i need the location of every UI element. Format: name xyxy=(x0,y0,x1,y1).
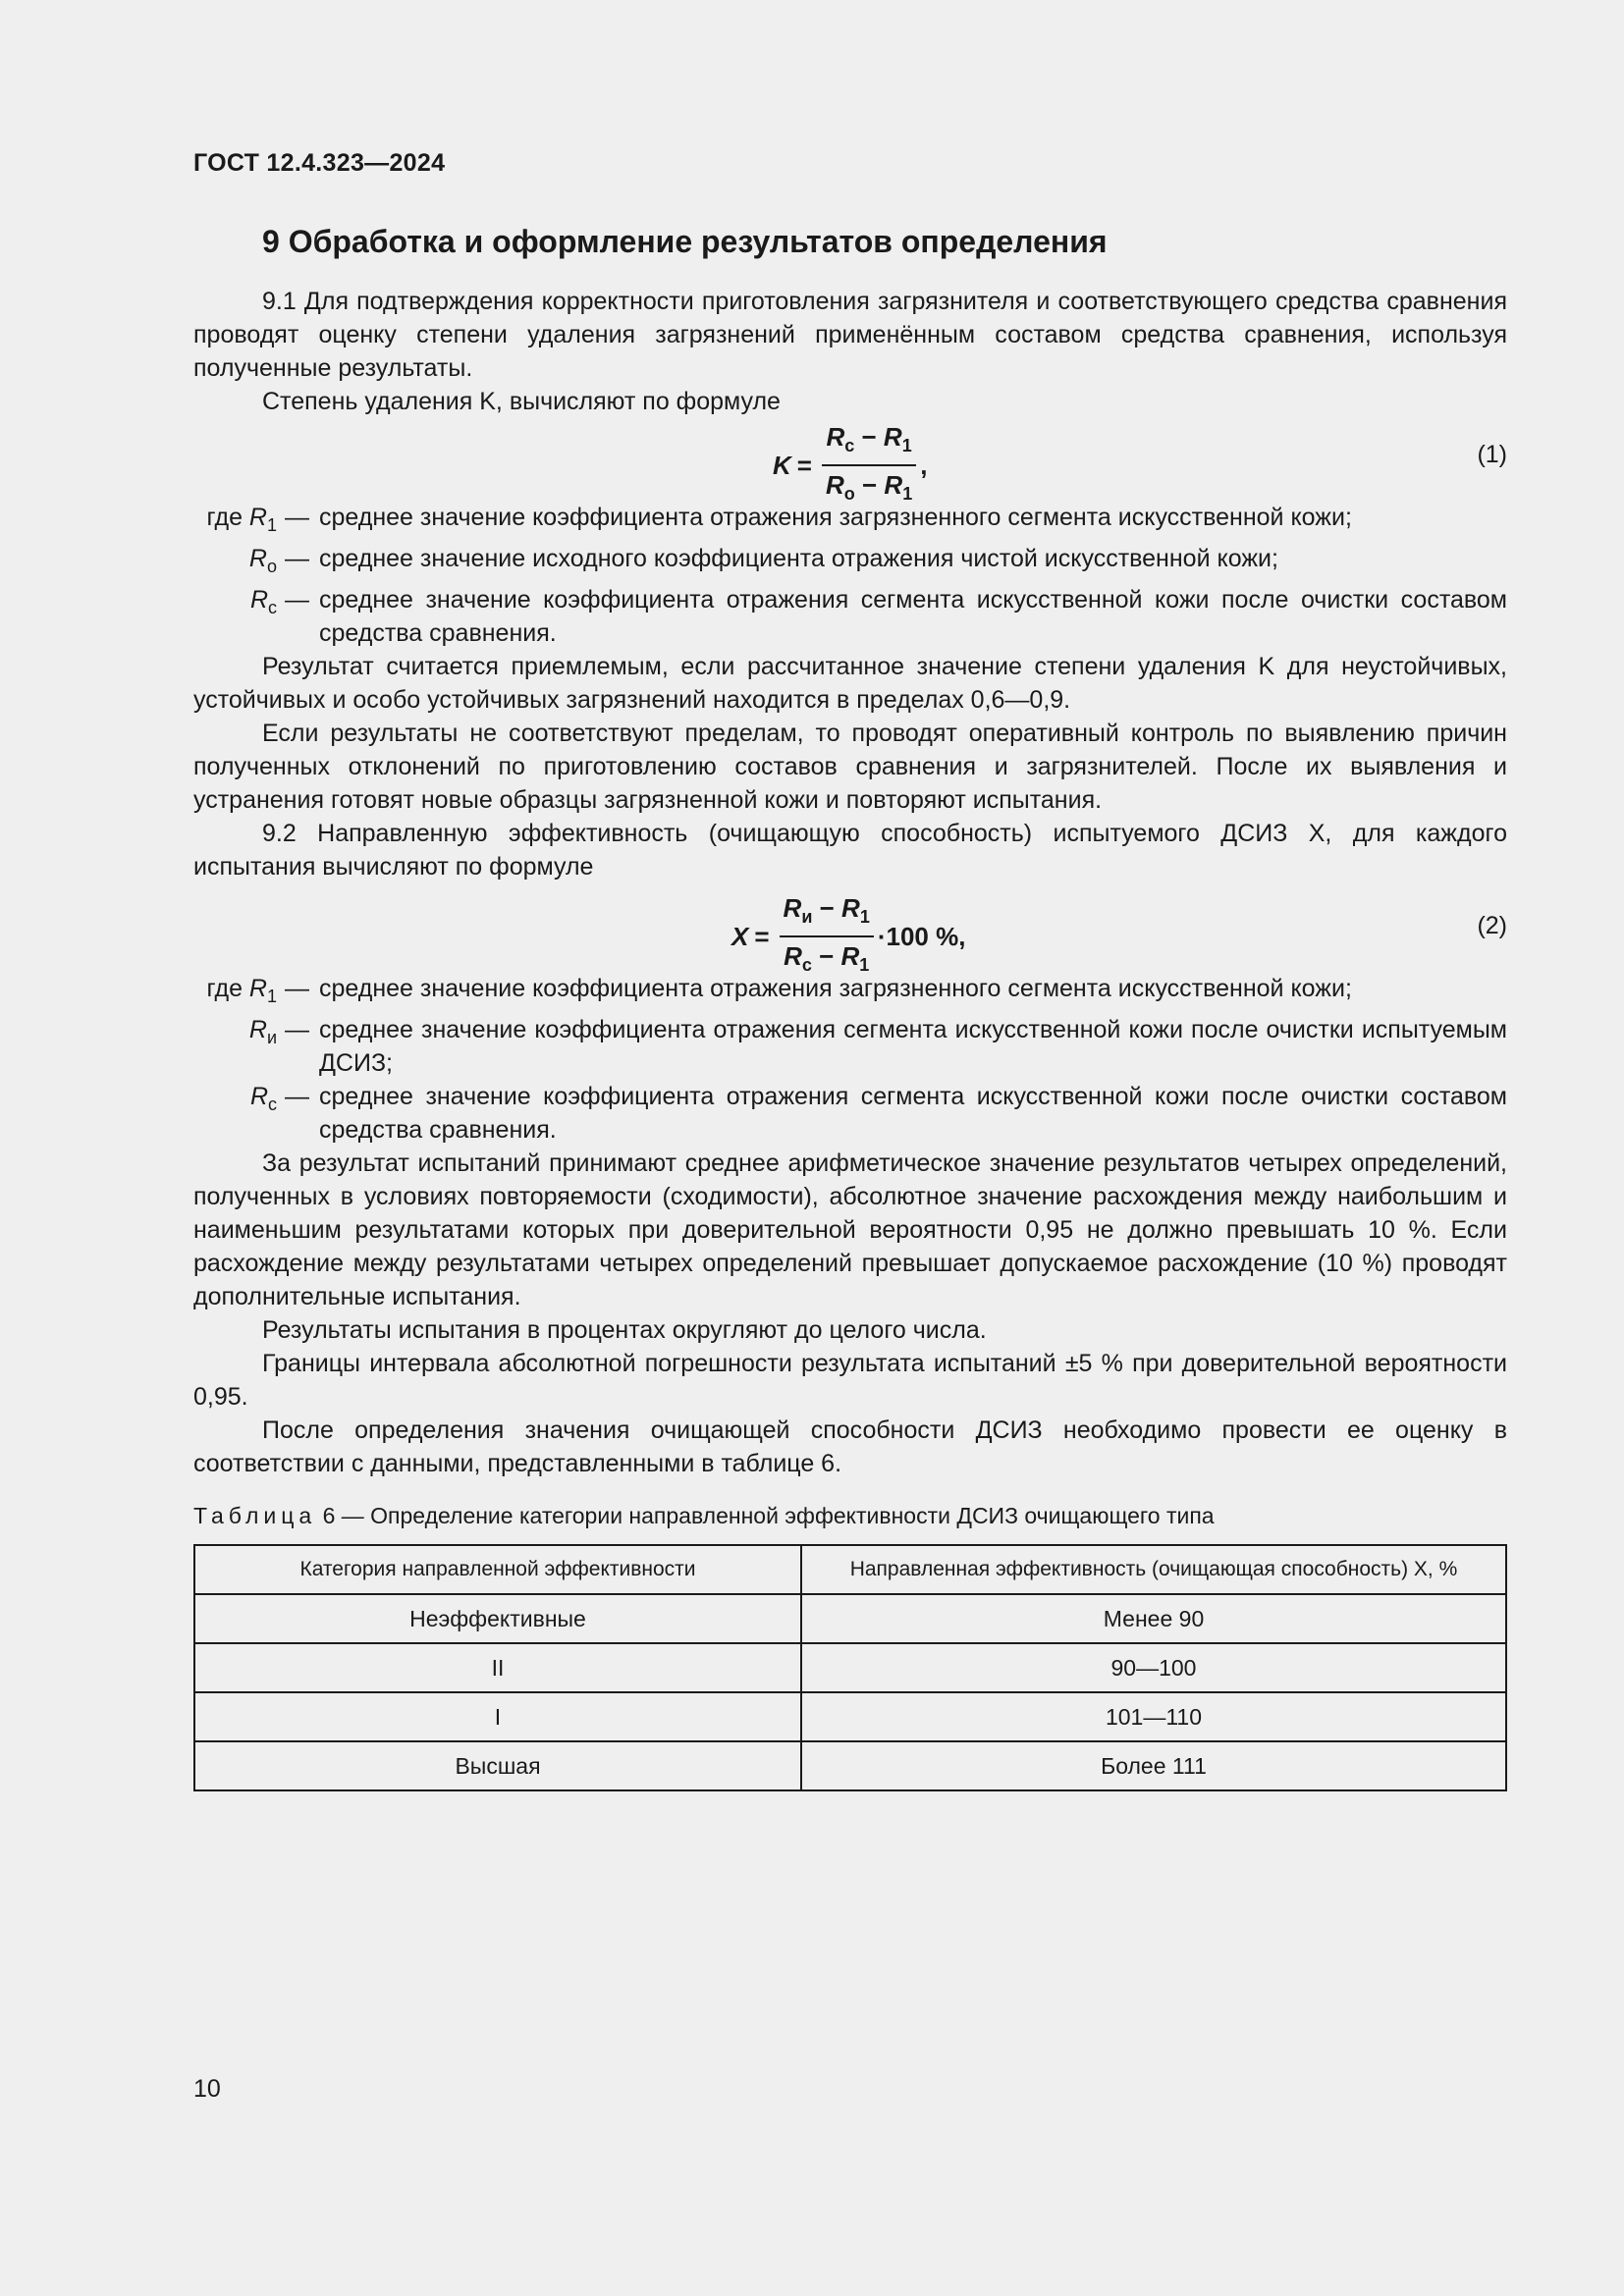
table-cell: I xyxy=(194,1692,801,1741)
table-caption-word: Таблица xyxy=(193,1503,317,1528)
table-caption xyxy=(193,1503,1215,1529)
paragraph-result: За результат испытаний принимают среднее арифметическое значение результатов четырех определений, полученных в условиях повторяемости (сходимости), абсолютное значение расхождения между наибольшим и наименьшим результатами которых при доверительной вероятности 0,95 не должно превышать 10 %. Если расхождение между результатами четырех определений превышает допускаемое расхождение (10 %) проводят дополнительные испытания. xyxy=(193,1149,1507,1310)
legend-1-description: среднее значение коэффициента отражения загрязненного сегмента искусственной кожи; xyxy=(319,504,1352,531)
den-symbol-b: R xyxy=(840,941,860,972)
paragraph-accept: Результат считается приемлемым, если рассчитанное значение степени удаления K для неустойчивых, устойчивых и особо устойчивых загрязнений находится в пределах 0,6—0,9. xyxy=(193,653,1507,714)
legend-2-symbol: $R_c$ — xyxy=(249,1083,309,1114)
efficiency-table xyxy=(193,1544,1507,1791)
den-sub-b: 1 xyxy=(902,484,913,505)
legend-1 xyxy=(193,501,1507,650)
formula-2-lhs: X xyxy=(731,922,749,952)
formula-1-denominator: $R_o - R_1$ xyxy=(825,470,913,505)
formula-2-tail: ·100 %, xyxy=(877,922,966,952)
legend-1-description: среднее значение коэффициента отражения сегмента искусственной кожи после очистки составом средства сравнения. xyxy=(319,586,1507,647)
num-sub-a: c xyxy=(844,436,855,456)
den-sub-a: c xyxy=(801,955,812,976)
den-symbol-b: R xyxy=(884,470,903,501)
paragraph-after: После определения значения очищающей способности ДСИЗ необходимо провести ее оценку в соответствии с данными, представленными в таблице 6. xyxy=(193,1416,1507,1477)
body-text xyxy=(193,285,1507,1480)
formula-2-denominator: $R_c - R_1$ xyxy=(784,941,870,976)
legend-2-description: среднее значение коэффициента отражения сегмента искусственной кожи после очистки составом средства сравнения. xyxy=(319,1083,1507,1144)
formula-2-fraction xyxy=(780,891,874,982)
table-row xyxy=(194,1741,1506,1790)
formula-1 xyxy=(193,420,1507,505)
table-row xyxy=(194,1643,1506,1692)
legend-1-symbol: $R_c$ — xyxy=(249,586,309,617)
paragraph-9-1: 9.1 Для подтверждения корректности приготовления загрязнителя и соответствующего средства сравнения проводят оценку степени удаления загрязнений применённым составом средства сравнения, используя полученные результаты. xyxy=(193,288,1507,382)
table-header-cell: Направленная эффективность (очищающая способность) X, % xyxy=(801,1545,1506,1594)
table-cell: Неэффективные xyxy=(194,1594,801,1643)
legend-2-description: среднее значение коэффициента отражения загрязненного сегмента искусственной кожи; xyxy=(319,975,1352,1002)
den-sub-a: o xyxy=(843,484,855,505)
formula-2-expression xyxy=(731,891,965,982)
paragraph-degree: Степень удаления K, вычисляют по формуле xyxy=(262,388,781,415)
table-cell: Менее 90 xyxy=(801,1594,1506,1643)
legend-2 xyxy=(193,972,1507,1147)
formula-1-fraction xyxy=(822,420,916,510)
formula-1-lhs: K xyxy=(773,451,791,481)
legend-1-symbol: $R_o$ — xyxy=(248,545,309,576)
num-sub-b: 1 xyxy=(901,436,912,456)
formula-1-tail: , xyxy=(920,451,928,481)
table-cell: Более 111 xyxy=(801,1741,1506,1790)
formula-2-number: (2) xyxy=(1477,912,1507,939)
table-cell: II xyxy=(194,1643,801,1692)
num-symbol-a: R xyxy=(783,893,802,923)
num-symbol-b: R xyxy=(841,893,860,923)
paragraph-control: Если результаты не соответствуют пределам, то проводят оперативный контроль по выявлению причин полученных отклонений по приготовлению составов сравнения и загрязнителей. После их выявления и устранения готовят новые образцы загрязненной кожи и повторяют испытания. xyxy=(193,720,1507,814)
table-header-row xyxy=(194,1545,1506,1594)
table-row xyxy=(194,1594,1506,1643)
section-title: 9 Обработка и оформление результатов определения xyxy=(262,224,1108,259)
num-symbol-a: R xyxy=(826,422,845,452)
num-sub-a: и xyxy=(801,907,813,928)
table-cell: 101—110 xyxy=(801,1692,1506,1741)
den-symbol-a: R xyxy=(784,941,802,972)
legend-1-description: среднее значение исходного коэффициента отражения чистой искусственной кожи; xyxy=(319,545,1278,572)
legend-2-symbol: где $R_1$ — xyxy=(206,975,309,1006)
table-caption-text: 6 — Определение категории направленной эффективности ДСИЗ очищающего типа xyxy=(316,1503,1215,1528)
formula-2 xyxy=(193,891,1507,976)
den-symbol-a: R xyxy=(825,470,844,501)
den-sub-b: 1 xyxy=(859,955,870,976)
equals-sign: = xyxy=(754,922,770,952)
equals-sign: = xyxy=(796,451,812,481)
table-cell: 90—100 xyxy=(801,1643,1506,1692)
table-header-cell: Категория направленной эффективности xyxy=(194,1545,801,1594)
legend-1-symbol: где $R_1$ — xyxy=(206,504,309,535)
num-sub-b: 1 xyxy=(859,907,870,928)
formula-1-expression xyxy=(773,420,927,510)
paragraph-9-2: 9.2 Направленную эффективность (очищающую способность) испытуемого ДСИЗ X, для каждого испытания вычисляют по формуле xyxy=(193,820,1507,881)
table-cell: Высшая xyxy=(194,1741,801,1790)
legend-2-symbol: $R_и$ — xyxy=(248,1016,309,1047)
formula-1-numerator: $R_c - R_1$ xyxy=(822,420,915,466)
paragraph-bounds: Границы интервала абсолютной погрешности результата испытаний ±5 % при доверительной вероятности 0,95. xyxy=(193,1350,1507,1411)
document-code: ГОСТ 12.4.323—2024 xyxy=(193,149,446,177)
legend-2-description: среднее значение коэффициента отражения сегмента искусственной кожи после очистки испытуемым ДСИЗ; xyxy=(319,1016,1507,1077)
page-number: 10 xyxy=(193,2075,221,2103)
formula-1-number: (1) xyxy=(1477,441,1507,468)
formula-2-numerator: $R_и - R_1$ xyxy=(780,891,874,937)
table-row xyxy=(194,1692,1506,1741)
num-symbol-b: R xyxy=(883,422,902,452)
paragraph-round: Результаты испытания в процентах округляют до целого числа. xyxy=(262,1316,987,1344)
